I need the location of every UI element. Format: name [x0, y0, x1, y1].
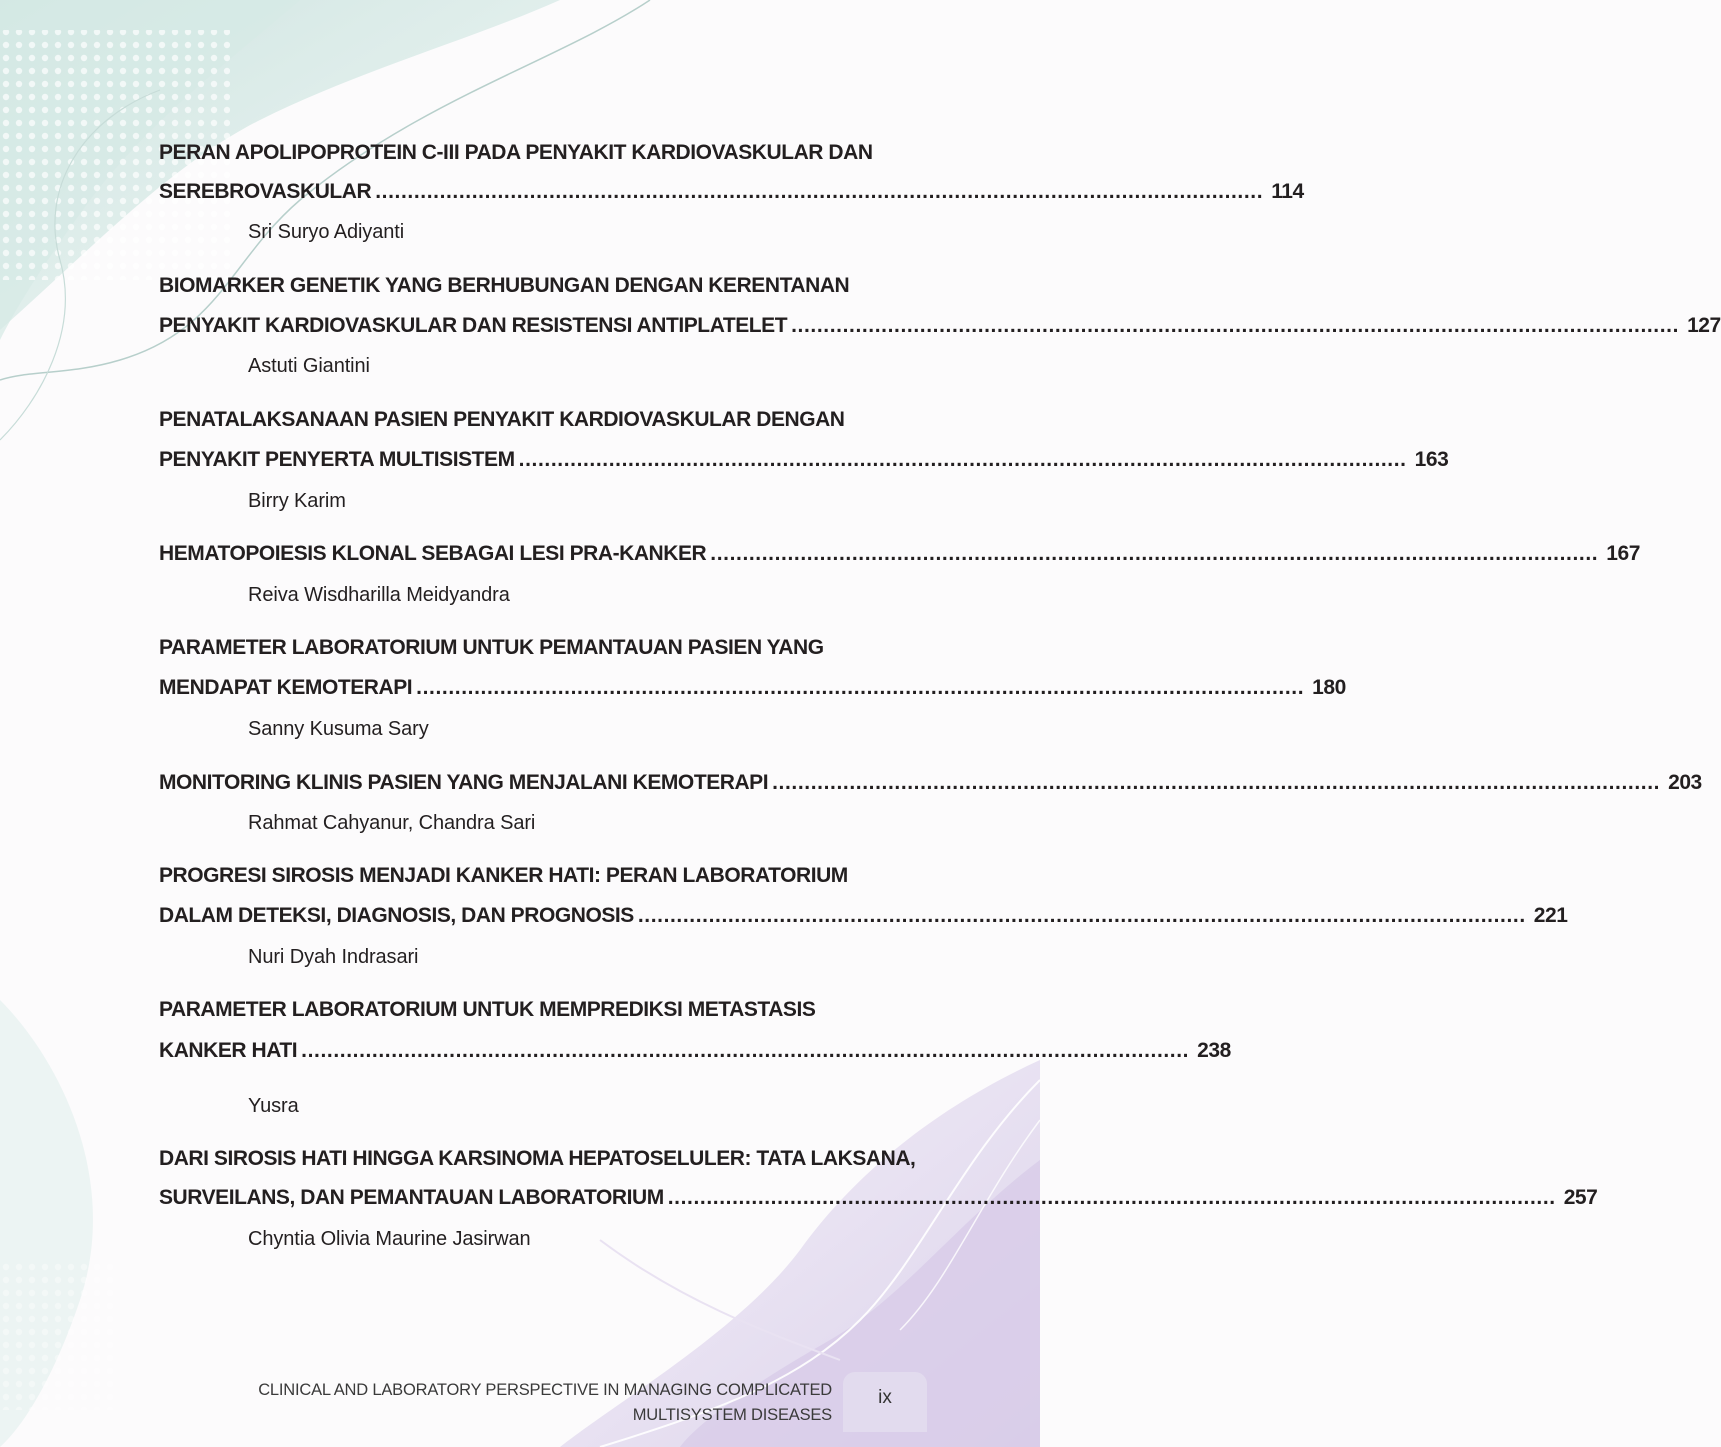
toc-entry-title[interactable] [159, 671, 1346, 705]
toc-entry-title-end: SEREBROVASKULAR [159, 180, 372, 203]
toc-entry-title[interactable] [159, 537, 1640, 571]
toc-page-number: 257 [1563, 1186, 1598, 1209]
toc-entry-author: Chyntia Olivia Maurine Jasirwan [248, 1228, 531, 1250]
toc-entry-title-end: HEMATOPOIESIS KLONAL SEBAGAI LESI PRA-KANKER [159, 542, 707, 565]
dot-leader: .......................................................................................................................................... [416, 676, 1305, 699]
toc-entry-title-end: KANKER HATI [159, 1039, 298, 1062]
toc-entry-author: Sri Suryo Adiyanti [248, 221, 405, 243]
toc-page-number: 127 [1687, 314, 1721, 337]
toc-entry-author: Reiva Wisdharilla Meidyandra [248, 584, 510, 606]
toc-entry-title[interactable] [159, 766, 1702, 800]
toc-page-number: 163 [1414, 448, 1449, 471]
toc-entry-title-end: SURVEILANS, DAN PEMANTAUAN LABORATORIUM [159, 1186, 664, 1209]
toc-entry-title[interactable] [159, 175, 1304, 209]
toc-entry-title[interactable]: DARI SIROSIS HATI HINGGA KARSINOMA HEPATOSELULER: TATA LAKSANA, [159, 1147, 916, 1170]
page-number-tab [843, 1372, 927, 1432]
toc-entry-title[interactable]: PARAMETER LABORATORIUM UNTUK PEMANTAUAN PASIEN YANG [159, 636, 824, 659]
toc-entry-title[interactable] [159, 899, 1568, 933]
toc-page-number: 203 [1668, 771, 1702, 794]
toc-entry-title[interactable] [159, 443, 1449, 477]
page-number: ix [878, 1387, 892, 1408]
book-title-line: CLINICAL AND LABORATORY PERSPECTIVE IN MANAGING COMPLICATED [258, 1381, 832, 1399]
toc-entry-title[interactable]: PERAN APOLIPOPROTEIN C-III PADA PENYAKIT KARDIOVASKULAR DAN [159, 141, 873, 164]
toc-page-number: 221 [1533, 904, 1568, 927]
toc-entry-title[interactable]: PARAMETER LABORATORIUM UNTUK MEMPREDIKSI METASTASIS [159, 998, 816, 1021]
toc-page-number: 238 [1197, 1039, 1231, 1062]
toc-entry-title[interactable] [159, 1034, 1231, 1068]
dot-leader: .......................................................................................................................................... [375, 180, 1264, 203]
toc-entry-author: Sanny Kusuma Sary [248, 718, 429, 740]
toc-page-number: 167 [1606, 542, 1640, 565]
toc-entry-author: Astuti Giantini [248, 355, 370, 377]
toc-entry-author: Nuri Dyah Indrasari [248, 946, 419, 968]
toc-entry-title[interactable]: BIOMARKER GENETIK YANG BERHUBUNGAN DENGAN KERENTANAN [159, 274, 850, 297]
dot-leader: .......................................................................................................................................... [710, 542, 1599, 565]
toc-entry-title-end: DALAM DETEKSI, DIAGNOSIS, DAN PROGNOSIS [159, 904, 634, 927]
toc-entry-title[interactable]: PROGRESI SIROSIS MENJADI KANKER HATI: PERAN LABORATORIUM [159, 864, 848, 887]
book-title-line: MULTISYSTEM DISEASES [632, 1406, 832, 1424]
dot-leader: .......................................................................................................................................... [772, 771, 1661, 794]
toc-page-number: 180 [1312, 676, 1346, 699]
toc-entry-title[interactable]: PENATALAKSANAAN PASIEN PENYAKIT KARDIOVASKULAR DENGAN [159, 408, 845, 431]
toc-entry-title[interactable] [159, 309, 1721, 343]
toc-entry-author: Rahmat Cahyanur, Chandra Sari [248, 812, 536, 834]
toc-entry-author: Birry Karim [248, 490, 346, 512]
dot-leader: .......................................................................................................................................... [637, 904, 1526, 927]
dot-leader: .......................................................................................................................................... [791, 314, 1680, 337]
toc-page-number: 114 [1271, 180, 1304, 203]
toc-entry-title[interactable] [159, 1181, 1598, 1215]
toc-entry-title-end: PENYAKIT KARDIOVASKULAR DAN RESISTENSI ANTIPLATELET [159, 314, 788, 337]
dot-leader: .......................................................................................................................................... [301, 1039, 1190, 1062]
running-footer [258, 1378, 832, 1428]
toc-entry-title-end: MONITORING KLINIS PASIEN YANG MENJALANI KEMOTERAPI [159, 771, 769, 794]
toc-entry-title-end: PENYAKIT PENYERTA MULTISISTEM [159, 448, 515, 471]
toc-entry-author: Yusra [248, 1095, 299, 1117]
toc-entry-title-end: MENDAPAT KEMOTERAPI [159, 676, 413, 699]
dot-leader: .......................................................................................................................................... [667, 1186, 1556, 1209]
dot-leader: .......................................................................................................................................... [518, 448, 1407, 471]
